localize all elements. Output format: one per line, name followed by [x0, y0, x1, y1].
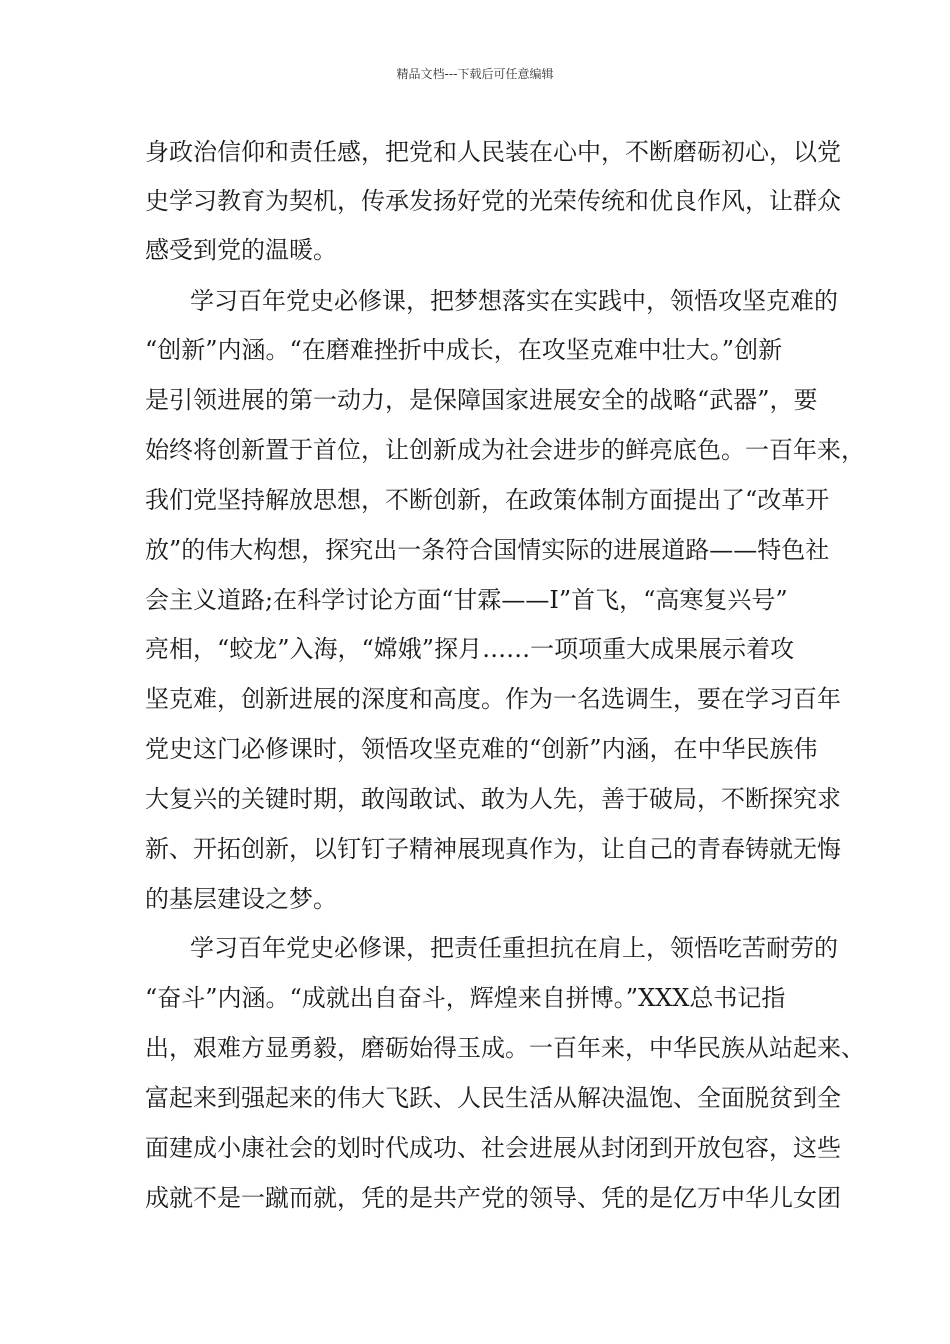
text-line: 亮相，“蛟龙”入海，“嫦娥”探月……一项项重大成果展示着攻	[145, 635, 795, 663]
text-line: 面建成小康社会的划时代成功、社会进展从封闭到开放包容，这些	[145, 1134, 841, 1162]
text-line: 的基层建设之梦。	[145, 885, 337, 913]
page-header: 精品文档---下载后可任意编辑	[396, 67, 554, 81]
text-line: 党史这门必修课时，领悟攻坚克难的“创新”内涵，在中华民族伟	[145, 735, 818, 763]
text-line: 会主义道路;在科学讨论方面“甘霖——I”首飞，“高寒复兴号”	[145, 586, 788, 614]
text-line: 大复兴的关键时期，敢闯敢试、敢为人先，善于破局，不断探究求	[145, 785, 841, 813]
text-line: 感受到党的温暖。	[145, 236, 337, 264]
paragraph-first-line: 学习百年党史必修课，把梦想落实在实践中，领悟攻坚克难的	[190, 287, 838, 315]
text-line: 是引领进展的第一动力，是保障国家进展安全的战略“武器”，要	[145, 386, 818, 414]
text-line: 史学习教育为契机，传承发扬好党的光荣传统和优良作风，让群众	[145, 187, 841, 215]
text-line: 成就不是一蹴而就，凭的是共产党的领导、凭的是亿万中华儿女团	[145, 1184, 841, 1212]
text-line: “奋斗”内涵。“成就出自奋斗，辉煌来自拼博。”XXX总书记指	[145, 984, 786, 1012]
text-line: 我们党坚持解放思想，不断创新，在政策体制方面提出了“改革开	[145, 486, 830, 514]
paragraph-first-line: 学习百年党史必修课，把责任重担抗在肩上，领悟吃苦耐劳的	[190, 934, 838, 962]
text-line: 富起来到强起来的伟大飞跃、人民生活从解决温饱、全面脱贫到全	[145, 1084, 841, 1112]
text-line: 新、开拓创新，以钉钉子精神展现真作为，让自己的青春铸就无悔	[145, 835, 841, 863]
text-line: 坚克难，创新进展的深度和高度。作为一名选调生，要在学习百年	[145, 685, 841, 713]
text-line: 始终将创新置于首位，让创新成为社会进步的鲜亮底色。一百年来，	[145, 436, 865, 464]
text-line: 放”的伟大构想，探究出一条符合国情实际的进展道路——特色社	[145, 536, 830, 564]
text-line: 身政治信仰和责任感，把党和人民装在心中，不断磨砺初心，以党	[145, 138, 841, 166]
text-line: 出，艰难方显勇毅，磨砺始得玉成。一百年来，中华民族从站起来、	[145, 1034, 865, 1062]
text-line: “创新”内涵。“在磨难挫折中成长，在攻坚克难中壮大。”创新	[145, 336, 783, 364]
